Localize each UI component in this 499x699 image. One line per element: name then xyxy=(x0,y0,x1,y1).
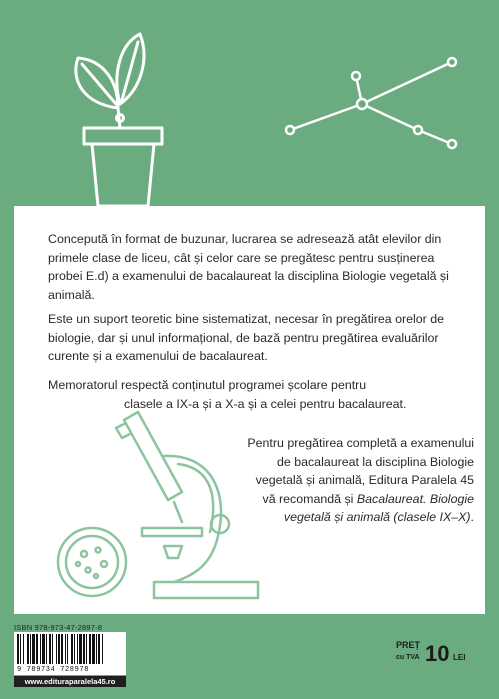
barcode-bar xyxy=(79,634,82,664)
barcode-bar xyxy=(27,634,29,664)
barcode-bar xyxy=(58,634,60,664)
barcode-bar xyxy=(92,634,95,664)
description-panel xyxy=(14,206,485,614)
barcode-bar xyxy=(86,634,87,664)
recommendation-text: Pentru pregătirea completă a examenului de bacalaureat la disciplina Biologie vegetală și animală, Editura Paralela 45 vă recomandă și xyxy=(247,436,474,506)
barcode-bar xyxy=(74,634,75,664)
microscope-icon xyxy=(116,412,258,598)
barcode-bar xyxy=(46,634,47,664)
plant-pot-icon xyxy=(76,34,162,206)
barcode-bar xyxy=(52,634,53,664)
barcode xyxy=(14,632,126,675)
barcode-bar xyxy=(98,634,100,664)
barcode-bar xyxy=(40,634,41,664)
price-tag xyxy=(396,640,486,670)
price-tva: cu TVA xyxy=(396,654,420,661)
publisher-website: www.edituraparalela45.ro xyxy=(14,676,126,687)
barcode-bar xyxy=(96,634,97,664)
barcode-bar xyxy=(56,634,57,664)
barcode-bar xyxy=(49,634,51,664)
barcode-bar xyxy=(83,634,85,664)
barcode-bar xyxy=(77,634,78,664)
barcode-bar xyxy=(17,634,19,664)
barcode-bar xyxy=(61,634,63,664)
barcode-digits: 9 789734 728978 xyxy=(17,666,90,674)
barcode-bar xyxy=(42,634,45,664)
barcode-bar xyxy=(102,634,103,664)
paragraph-support: Este un suport teoretic bine sistematizat, necesar în pregătirea orelor de biologie, dar și unul informațional, de bază pentru pregătirea evaluărilor curente și a examenului de bacalaureat. xyxy=(48,312,445,363)
barcode-bar xyxy=(20,634,21,664)
price-label: PREȚ xyxy=(396,640,421,650)
barcode-bar xyxy=(67,634,68,664)
barcode-bar xyxy=(65,634,66,664)
curriculum-line-1: Memoratorul respectă conținutul programei școlare pentru xyxy=(48,378,367,392)
paragraph-curriculum xyxy=(48,376,468,413)
paragraph-recommendation xyxy=(244,434,474,527)
barcode-bar xyxy=(23,634,24,664)
top-illustration xyxy=(0,0,499,206)
curriculum-line-2: clasele a IX-a și a X-a și a celei pentru bacalaureat. xyxy=(124,396,407,411)
barcode-bar xyxy=(30,634,31,664)
barcode-bar xyxy=(89,634,91,664)
petri-dish-icon xyxy=(58,528,126,596)
barcode-bar xyxy=(36,634,38,664)
recommendation-end: . xyxy=(470,510,474,524)
recommended-book-title: Bacalaureat. Biologie vegetală și animală (clasele IX–X) xyxy=(283,491,474,524)
price-currency: LEI xyxy=(453,653,466,662)
molecule-icon xyxy=(286,58,456,148)
paragraph-intro: Concepută în format de buzunar, lucrarea se adresează atât elevilor din primele clase de liceu, cât și celor care se pregătesc pentru susținerea probei E.d) a examenului de bacalaureat la disciplina Biologie vegetală și animală. xyxy=(48,232,449,302)
barcode-bar xyxy=(71,634,73,664)
price-amount: 10 xyxy=(425,641,450,666)
isbn-label: ISBN 978-973-47-2897-8 xyxy=(14,623,103,632)
barcode-bar xyxy=(32,634,35,664)
barcode-bars xyxy=(17,634,123,664)
